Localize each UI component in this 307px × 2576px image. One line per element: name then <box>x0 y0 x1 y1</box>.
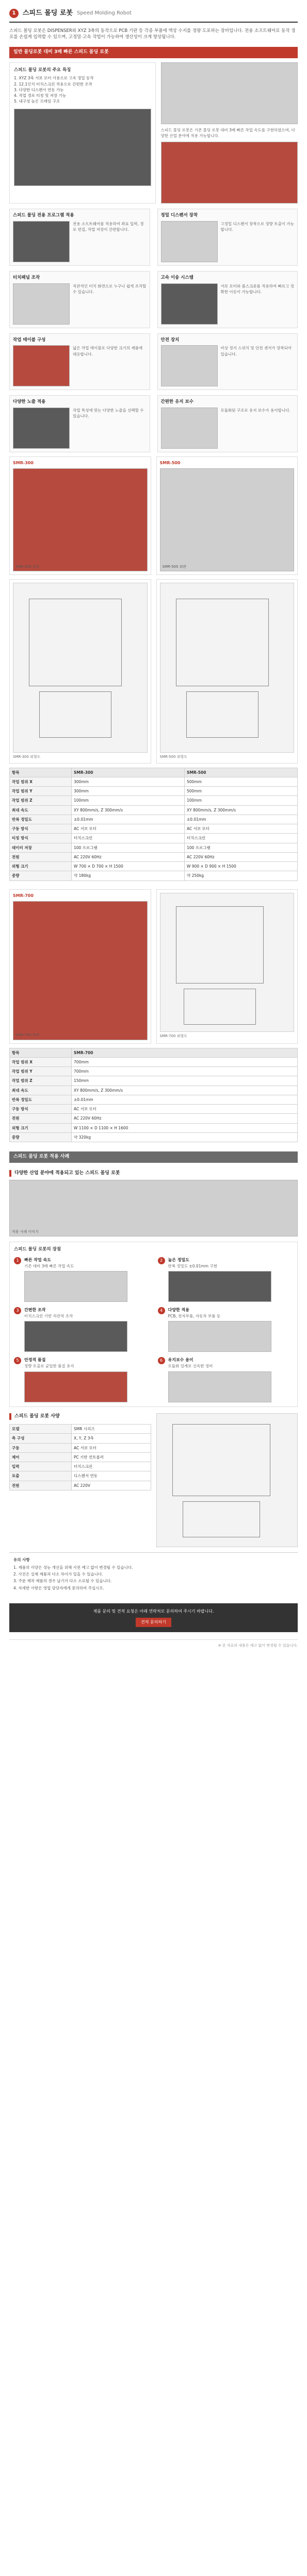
spec-label: 반복 정밀도 <box>10 815 72 824</box>
spec-label: 모델 <box>10 1425 72 1434</box>
feature-grid <box>9 209 298 452</box>
spec-row <box>10 1095 298 1104</box>
feature-title: 작업 테이블 구성 <box>13 337 46 343</box>
feature-title: 고속 이송 시스템 <box>160 275 193 280</box>
drawing-card <box>9 579 151 764</box>
spec-row <box>10 1086 298 1095</box>
advantage-number: 4 <box>158 1307 165 1314</box>
spec-value: 터치스크린 <box>72 1462 151 1471</box>
advantage-title: 높은 정밀도 <box>168 1257 189 1262</box>
spec-row <box>10 815 298 824</box>
advantage-desc: 모듈화 설계로 신속한 정비 <box>168 1364 213 1369</box>
product-card <box>9 456 151 575</box>
spec-label: 작업 범위 X <box>10 777 72 786</box>
spec-value: 500mm <box>185 787 298 796</box>
feature-text: 직관적인 터치 화면으로 누구나 쉽게 조작할 수 있습니다. <box>73 283 147 294</box>
spec-value: AC 서보 모터 <box>72 824 185 834</box>
advantages-title: 스피드 몰딩 로봇의 장점 <box>14 1247 61 1252</box>
advantage-number: 2 <box>158 1257 165 1264</box>
spec-value: 터치스크린 <box>72 834 185 843</box>
section-number-badge: 1 <box>9 9 19 18</box>
application-photo-label: 적용 사례 이미지 <box>12 1229 39 1234</box>
feature-list-title: 스피드 몰딩 로봇의 주요 특징 <box>14 67 71 73</box>
product3-row <box>9 889 298 1044</box>
spec-header: 항목 <box>10 1048 72 1057</box>
advantage-desc: 정량 토출로 균일한 품질 유지 <box>24 1364 74 1369</box>
spec-header: 항목 <box>10 768 72 777</box>
section2-sub: 다양한 산업 분야에 적용되고 있는 스피드 몰딩 로봇 <box>9 1170 298 1177</box>
spec-value: XY 800mm/s, Z 300mm/s <box>72 805 185 815</box>
spec-row <box>10 843 298 852</box>
feature-photo <box>13 408 70 449</box>
page-subtitle: Speed Molding Robot <box>76 10 132 16</box>
robot-detail-photo <box>161 62 298 124</box>
product-photo-label: SMR-500 외관 <box>162 564 187 569</box>
product-name: SMR-700 <box>13 893 34 898</box>
product-row <box>9 456 298 575</box>
spec-row <box>10 787 298 796</box>
advantage-item <box>158 1307 294 1352</box>
drawing-label: SMR-300 외형도 <box>13 755 41 759</box>
feature-line: 1. XYZ 3축 서보 모터 사용으로 고속 정밀 동작 <box>14 76 94 81</box>
feature-card <box>9 271 150 328</box>
feature-line: 5. 내구성 높은 프레임 구조 <box>14 99 60 104</box>
spec-value: 100mm <box>185 796 298 805</box>
spec-label: 작업 범위 Y <box>10 1067 72 1076</box>
spec-row <box>10 1471 151 1481</box>
advantage-title: 간편한 조작 <box>24 1308 46 1312</box>
product-drawing <box>160 893 295 1032</box>
drawing-card <box>156 579 298 764</box>
spec-value: PC 기반 컨트롤러 <box>72 1452 151 1462</box>
section1-body <box>9 62 298 204</box>
spec-value: 700mm <box>72 1057 298 1066</box>
spec-value: 약 250kg <box>185 871 298 880</box>
product-drawing <box>160 583 295 753</box>
spec-label: 제어 <box>10 1452 72 1462</box>
advantage-title: 안정적 품질 <box>24 1358 46 1363</box>
spec-label: 구동 방식 <box>10 1105 72 1114</box>
product-name: SMR-500 <box>159 461 181 465</box>
section1-bar: 일반 몰딩로봇 대비 3배 빠른 스피드 몰딩 로봇 <box>9 47 298 58</box>
product-photo-label: SMR-700 외관 <box>15 1033 40 1037</box>
spec-row <box>10 862 298 871</box>
contact-box <box>9 1603 298 1632</box>
page-footer: ※ 본 자료의 내용은 예고 없이 변경될 수 있습니다. <box>9 1639 298 1652</box>
section1-right-text: 스피드 몰딩 로봇은 기존 몰딩 로봇 대비 3배 빠른 작업 속도를 구현하였으며, 다양한 산업 분야에 적용 가능합니다. <box>160 127 295 138</box>
small-spec-title: 스피드 몰딩 로봇 사양 <box>9 1413 151 1420</box>
spec-row <box>10 1057 298 1066</box>
intro-text: 스피드 몰딩 로봇은 DISPENSER와 XYZ 3축의 동작으로 PCB 기판 등 각종 부품에 액상 수지를 정량 도포하는 장비입니다. 전용 소프트웨어로 동작 경로를 손쉽게 입력할 수 있으며, 고정밀·고속 작업이 가능하여 생산성이 크게 향상됩니다. <box>9 28 296 40</box>
feature-text: 비상 정지 스위치 및 안전 센서가 장착되어 있습니다. <box>220 346 292 357</box>
advantage-item <box>14 1307 150 1352</box>
spec-value: AC 서보 모터 <box>72 1105 298 1114</box>
spec-value: ±0.01mm <box>72 1095 298 1104</box>
spec-value: 100 프로그램 <box>185 843 298 852</box>
feature-text: 모듈화된 구조로 유지 보수가 용이합니다. <box>220 408 290 413</box>
feature-photo <box>161 221 218 262</box>
spec-row <box>10 1425 151 1434</box>
advantage-item <box>158 1357 294 1402</box>
advantage-desc: 반복 정밀도 ±0.01mm 구현 <box>168 1263 217 1268</box>
small-drawing-col <box>156 1413 298 1547</box>
quote-request-button[interactable]: 견적 문의하기 <box>136 1618 171 1627</box>
advantages-grid <box>14 1257 293 1402</box>
feature-line: 3. 다양한 디스펜서 연동 가능 <box>14 87 64 92</box>
feature-card <box>157 333 298 391</box>
small-spec-col <box>9 1413 151 1547</box>
spec-value: W 1100 × D 1100 × H 1600 <box>72 1123 298 1132</box>
spec-header: SMR-500 <box>185 768 298 777</box>
note-item: 1. 제품의 사양은 성능 개선을 위해 사전 예고 없이 변경될 수 있습니다. <box>13 1565 133 1570</box>
advantage-photo <box>24 1321 127 1352</box>
spec-label: 반복 정밀도 <box>10 1095 72 1104</box>
contact-text: 제품 문의 및 견적 요청은 아래 연락처로 문의하여 주시기 바랍니다. <box>93 1608 214 1614</box>
spec-value: AC 서보 모터 <box>72 1443 151 1452</box>
advantage-number: 6 <box>158 1357 165 1364</box>
notes-title: 유의 사항 <box>13 1557 30 1562</box>
advantage-title: 빠른 작업 속도 <box>24 1257 51 1262</box>
spec-label: 작업 범위 Z <box>10 796 72 805</box>
section2-bar: 스피드 몰딩 로봇 적용 사례 <box>9 1151 298 1163</box>
feature-title: 정밀 디스펜서 장착 <box>160 213 198 218</box>
advantage-title: 유지보수 용이 <box>168 1358 193 1363</box>
spec-value: W 700 × D 700 × H 1500 <box>72 862 185 871</box>
spec-label: 중량 <box>10 871 72 880</box>
spec-label: 최대 속도 <box>10 1086 72 1095</box>
spec-value: W 900 × D 900 × H 1500 <box>185 862 298 871</box>
spec-label: 작업 범위 X <box>10 1057 72 1066</box>
advantage-item <box>158 1257 294 1302</box>
spec-value: AC 220V 60Hz <box>185 852 298 861</box>
spec-value: AC 220V 60Hz <box>72 1114 298 1123</box>
spec-label: 전원 <box>10 1481 72 1490</box>
product-photo <box>13 901 148 1040</box>
spec-label: 작업 범위 Y <box>10 787 72 796</box>
feature-line: 4. 작업 경로 티칭 및 저장 기능 <box>14 93 67 98</box>
small-drawing <box>156 1413 298 1547</box>
spec-label: 최대 속도 <box>10 805 72 815</box>
feature-text: 서보 모터와 볼스크류를 적용하여 빠르고 정확한 이송이 가능합니다. <box>220 283 294 294</box>
spec-row <box>10 834 298 843</box>
spec-value: 100mm <box>72 796 185 805</box>
spec-row <box>10 871 298 880</box>
spec-label: 외형 크기 <box>10 862 72 871</box>
feature-title: 간편한 유지 보수 <box>160 399 193 405</box>
drawing-label: SMR-700 외형도 <box>159 1033 187 1038</box>
advantage-item <box>14 1257 150 1302</box>
spec-row <box>10 1076 298 1086</box>
spec-value: 100 프로그램 <box>72 843 185 852</box>
advantage-number: 1 <box>14 1257 21 1264</box>
advantage-photo <box>24 1271 127 1302</box>
spec-label: 외형 크기 <box>10 1123 72 1132</box>
spec-row <box>10 824 298 834</box>
feature-photo <box>161 345 218 386</box>
spec-row <box>10 1067 298 1076</box>
feature-photo <box>13 345 70 386</box>
drawing-row <box>9 579 298 764</box>
product-card <box>156 456 298 575</box>
feature-line: 2. 12.1인치 터치스크린 적용으로 간편한 조작 <box>14 81 92 87</box>
spec-row <box>10 1123 298 1132</box>
feature-list-box <box>9 62 156 204</box>
spec-row <box>10 1443 151 1452</box>
product-photo-label: SMR-300 외관 <box>15 564 40 569</box>
spec-value: XY 800mm/s, Z 300mm/s <box>72 1086 298 1095</box>
feature-text: 넓은 작업 테이블로 다양한 크기의 제품에 대응합니다. <box>73 346 143 357</box>
spec-row <box>10 1132 298 1142</box>
note-item: 4. 자세한 사항은 영업 담당자에게 문의하여 주십시오. <box>13 1585 104 1590</box>
feature-photo <box>13 283 70 325</box>
advantage-desc: PCB, 전자부품, 자동차 부품 등 <box>168 1314 221 1318</box>
spec-row <box>10 1452 151 1462</box>
spec-value: AC 서보 모터 <box>185 824 298 834</box>
spec-value: 300mm <box>72 777 185 786</box>
spec-label: 작업 범위 Z <box>10 1076 72 1086</box>
spec-value: ±0.01mm <box>185 815 298 824</box>
feature-card <box>9 395 150 452</box>
spec-label: 중량 <box>10 1132 72 1142</box>
spec-value: 700mm <box>72 1067 298 1076</box>
spec-label: 입력 <box>10 1462 72 1471</box>
advantage-number: 3 <box>14 1307 21 1314</box>
advantage-photo <box>168 1371 271 1402</box>
spec-value: 150mm <box>72 1076 298 1086</box>
page-header <box>9 0 298 23</box>
spec-value: SMR 시리즈 <box>72 1425 151 1434</box>
feature-photo <box>161 408 218 449</box>
spec-label: 전원 <box>10 852 72 861</box>
feature-card <box>157 395 298 452</box>
spec-header: SMR-700 <box>72 1048 298 1057</box>
feature-title: 스피드 몰딩 전용 프로그램 적용 <box>13 213 74 218</box>
spec-value: 디스펜서 연동 <box>72 1471 151 1481</box>
spec-value: AC 220V 60Hz <box>72 852 185 861</box>
notes-box <box>9 1552 298 1596</box>
feature-card <box>157 209 298 266</box>
spec-value: 500mm <box>185 777 298 786</box>
page-title: 스피드 몰딩 로봇 <box>23 9 73 17</box>
spec-value: AC 220V <box>72 1481 151 1490</box>
robot-photo <box>14 109 151 186</box>
product-photo <box>13 468 148 571</box>
spec-label: 데이터 저장 <box>10 843 72 852</box>
robot-head-photo <box>161 142 298 204</box>
feature-text: 전용 소프트웨어를 적용하여 좌표 입력, 경로 편집, 작업 저장이 간편합니다. <box>73 221 144 232</box>
product-card <box>9 889 151 1044</box>
section1-right <box>161 62 298 204</box>
spec-header: SMR-300 <box>72 768 185 777</box>
advantages-box <box>9 1242 298 1407</box>
note-item: 2. 사진은 실제 제품과 다소 차이가 있을 수 있습니다. <box>13 1572 103 1577</box>
spec-value: X, Y, Z 3축 <box>72 1434 151 1443</box>
spec-row <box>10 777 298 786</box>
application-photo <box>9 1180 298 1236</box>
spec-value: 약 320kg <box>72 1132 298 1142</box>
spec-row <box>10 1105 298 1114</box>
spec-row <box>10 796 298 805</box>
feature-title: 터치패널 조작 <box>13 275 40 280</box>
spec-value: 터치스크린 <box>185 834 298 843</box>
feature-card <box>9 333 150 391</box>
advantage-item <box>14 1357 150 1402</box>
spec-row <box>10 805 298 815</box>
advantage-photo <box>168 1271 271 1302</box>
spec-row <box>10 852 298 861</box>
product-drawing <box>13 583 148 753</box>
advantage-photo <box>168 1321 271 1352</box>
spec-label: 티칭 방식 <box>10 834 72 843</box>
spec-label: 구동 <box>10 1443 72 1452</box>
spec-row <box>10 1462 151 1471</box>
advantage-number: 5 <box>14 1357 21 1364</box>
advantage-desc: 터치스크린 기반 직관적 조작 <box>24 1314 73 1318</box>
spec-value: 300mm <box>72 787 185 796</box>
drawing-card <box>156 889 298 1044</box>
advantage-desc: 기존 대비 3배 빠른 작업 속도 <box>24 1263 74 1268</box>
spec-label: 축 구성 <box>10 1434 72 1443</box>
feature-card <box>157 271 298 328</box>
advantage-title: 다양한 적용 <box>168 1308 189 1312</box>
product-name: SMR-300 <box>13 461 34 465</box>
note-item: 3. 주문 제작 제품의 경우 납기가 다소 소요될 수 있습니다. <box>13 1579 112 1584</box>
feature-text: 고정밀 디스펜서 장착으로 정량 토출이 가능합니다. <box>220 221 294 232</box>
spec-row <box>10 1434 151 1443</box>
feature-photo <box>13 221 70 262</box>
product-photo <box>160 468 295 571</box>
spec-label: 토출 <box>10 1471 72 1481</box>
spec-row <box>10 1114 298 1123</box>
feature-title: 안전 장치 <box>160 337 180 343</box>
advantage-photo <box>24 1371 127 1402</box>
spec-table <box>9 768 298 881</box>
feature-card <box>9 209 150 266</box>
small-spec-table <box>9 1424 151 1490</box>
spec-table-product3 <box>9 1048 298 1143</box>
spec-label: 구동 방식 <box>10 824 72 834</box>
spec-value: ±0.01mm <box>72 815 185 824</box>
spec-value: XY 800mm/s, Z 300mm/s <box>185 805 298 815</box>
small-spec-row <box>9 1413 298 1547</box>
spec-value: 약 180kg <box>72 871 185 880</box>
spec-row <box>10 1481 151 1490</box>
feature-text: 작업 특성에 맞는 다양한 노즐을 선택할 수 있습니다. <box>73 408 144 419</box>
drawing-label: SMR-500 외형도 <box>159 755 187 759</box>
spec-label: 전원 <box>10 1114 72 1123</box>
feature-title: 다양한 노즐 적용 <box>13 399 46 405</box>
feature-photo <box>161 283 218 325</box>
